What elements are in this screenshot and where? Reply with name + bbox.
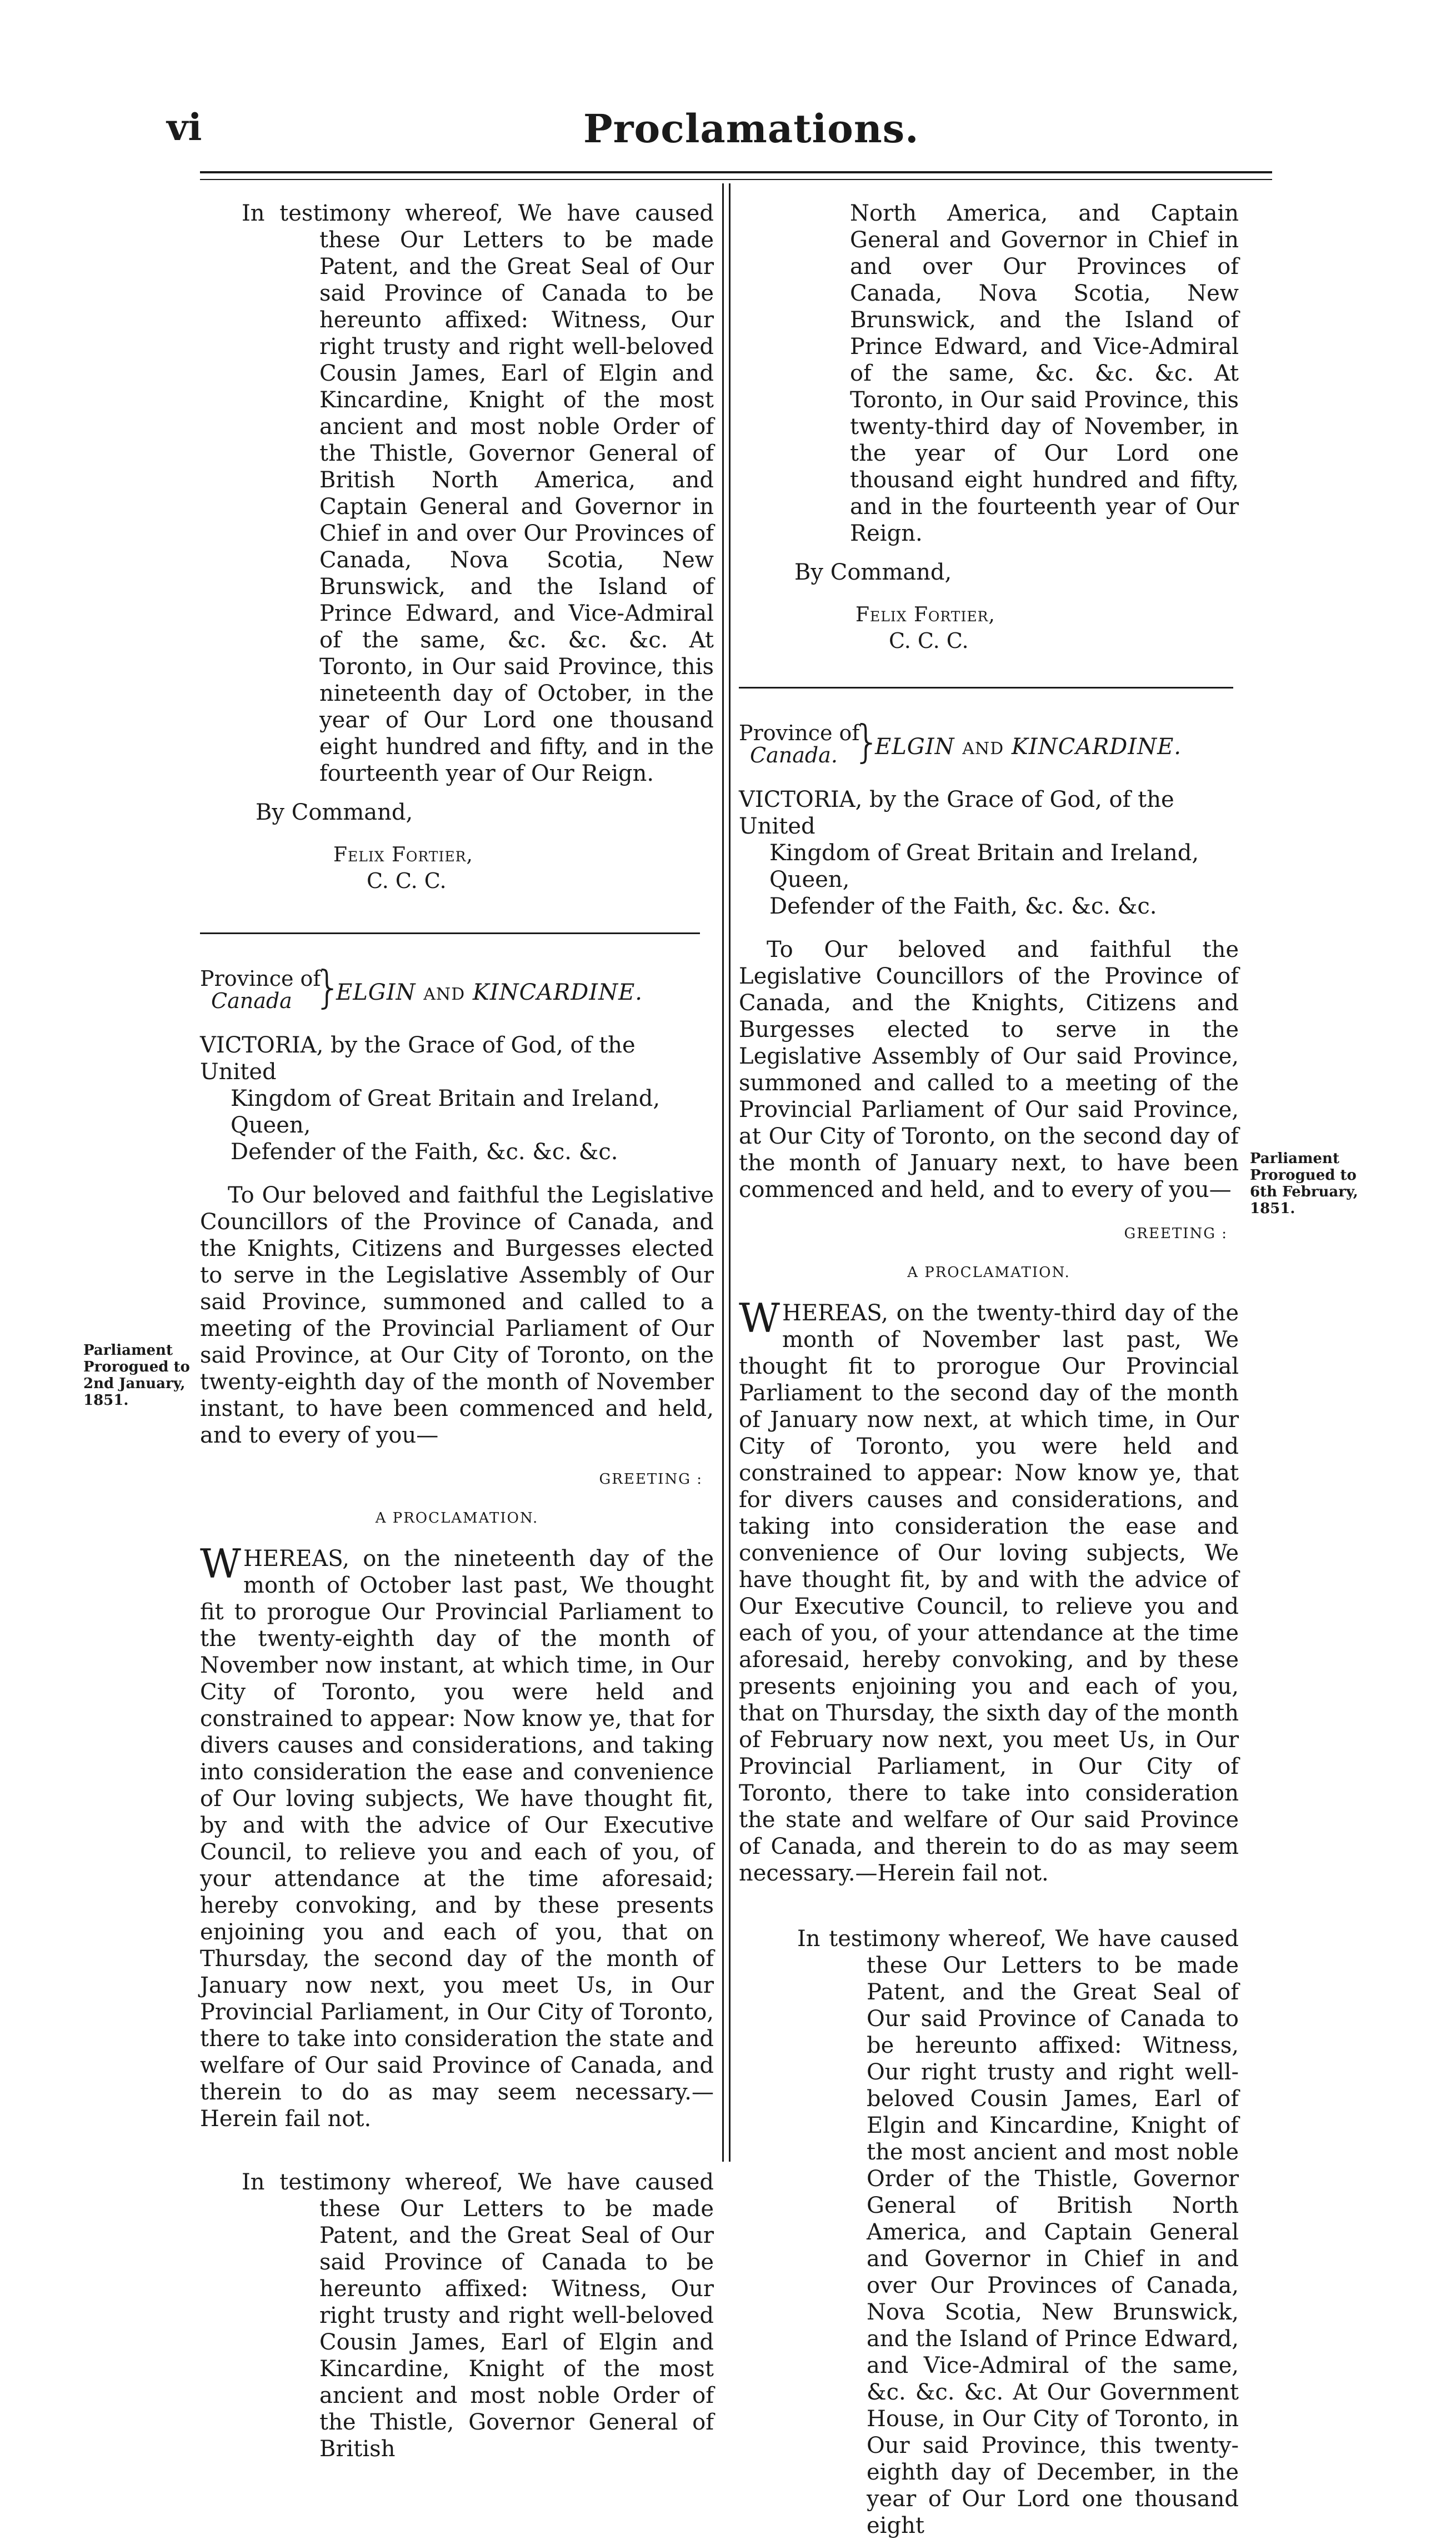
proclamation-body-text: HEREAS, on the nineteenth day of the month of October last past, We thought fit to prorogue Our Provincial Parliament to the twenty-eighth day of the month of November now instant, at which time, in Our City of Toronto, you were held and constrained to appear: Now know ye, that for divers causes and considerations, and taking into consideration the ease and convenience of Our loving subjects, We have thought fit, by and with the advice of Our Executive Council, to relieve you and each of you, of your attendance at the time aforesaid; hereby convoking, and by these presents enjoining you and each of you, that on Thursday, the second day of the month of January now next, you meet Us, in Our Provincial Parliament, in Our City of Toronto, there to take into consideration the state and welfare of Our said Province of Canada, and therein to do as may seem necessary.—Herein fail not. bbox=[200, 1546, 714, 2132]
margin-note-line: 6th February, bbox=[1250, 1184, 1358, 1200]
column-divider bbox=[722, 183, 724, 2162]
royal-style bbox=[739, 786, 1239, 920]
governor-title-1: ELGIN bbox=[875, 734, 955, 760]
margin-note-line: Prorogued to bbox=[83, 1359, 190, 1375]
province-label-text: Province of bbox=[739, 721, 860, 745]
province-label-text: Province of bbox=[200, 966, 321, 991]
governor-title bbox=[336, 980, 643, 1005]
brace-icon: } bbox=[314, 961, 342, 1013]
margin-note-line: Parliament bbox=[1250, 1150, 1339, 1167]
testimony-block bbox=[200, 200, 714, 787]
governor-title-2: KINCARDINE. bbox=[1011, 734, 1182, 760]
address-text: To Our beloved and faithful the Legislative Councillors of the Province of Canada, and the Knights, Citizens and Burgesses elected to serve in the Legislative Assembly of Our said Province, summoned and called to a meeting of the Provincial Parliament of Our said Province, at Our City of Toronto, on the second day of the month of January next, to have been commenced and held, and to every of you— bbox=[739, 937, 1239, 1203]
drop-cap: W bbox=[739, 1295, 780, 1341]
royal-style-line-1: VICTORIA, by the Grace of God, of the United bbox=[739, 787, 1174, 839]
governor-and: AND bbox=[423, 985, 466, 1004]
province-heading bbox=[200, 961, 714, 1029]
margin-note-right bbox=[1250, 1150, 1358, 1217]
testimony-block bbox=[739, 1926, 1239, 2539]
proclamation-heading: A PROCLAMATION. bbox=[907, 1264, 1070, 1281]
governor-title-2: KINCARDINE. bbox=[472, 980, 643, 1005]
signer-name: Felix Fortier, bbox=[333, 844, 473, 866]
royal-style-line-3: Defender of the Faith, &c. &c. &c. bbox=[769, 894, 1157, 919]
page-number: vi bbox=[167, 106, 202, 149]
margin-note-line: Parliament bbox=[83, 1342, 173, 1359]
greeting: GREETING : bbox=[599, 1471, 703, 1488]
header-rule-thin bbox=[200, 179, 1272, 180]
proclamation-heading: A PROCLAMATION. bbox=[375, 1510, 539, 1527]
by-command: By Command, bbox=[256, 800, 413, 825]
signer-name: Felix Fortier, bbox=[855, 603, 995, 626]
page-title: Proclamations. bbox=[583, 106, 919, 152]
signer-title: C. C. C. bbox=[889, 628, 969, 653]
left-column bbox=[200, 200, 714, 2462]
margin-note-line: 1851. bbox=[1250, 1200, 1295, 1217]
governor-title-1: ELGIN bbox=[336, 980, 416, 1005]
proclamation-body bbox=[200, 1540, 714, 2132]
margin-note-line: 2nd January, bbox=[83, 1375, 186, 1392]
testimony-text-2: In testimony whereof, We have caused these Our Letters to be made Patent, and the Great Seal of Our said Province of Canada to be hereunto affixed: Witness, Our right trusty and right well-beloved Cousin James, Earl of Elgin and Kincardine, Knight of the most ancient and most noble Order of the Thistle, Governor General of British bbox=[242, 2169, 714, 2462]
governor-and: AND bbox=[962, 739, 1004, 759]
drop-cap: W bbox=[200, 1540, 242, 1587]
province-name: Canada bbox=[211, 989, 292, 1013]
proclamation-body-text: HEREAS, on the twenty-third day of the month of November last past, We thought fit to prorogue Our Provincial Parliament to the second day of the month of January now next, at which time, in Our City of Toronto, you were held and constrained to appear: Now know ye, that for divers causes and considerations, and taking into consideration the ease and convenience of Our loving subjects, We have thought fit, by and with the advice of Our Executive Council, to relieve you and each of you, of your attendance at the time aforesaid, hereby convoking, and by these presents enjoining you and each of you, that on Thursday, the sixth day of the month of February now next, you meet Us, in Our Provincial Parliament, in Our City of Toronto, there to take into consideration the state and welfare of Our said Province of Canada, and therein to do as may seem necessary.—Herein fail not. bbox=[739, 1300, 1239, 1886]
running-head bbox=[0, 106, 1456, 172]
testimony-continued bbox=[739, 200, 1239, 547]
greeting: GREETING : bbox=[1124, 1225, 1228, 1242]
brace-icon: } bbox=[853, 716, 881, 767]
testimony-block-2 bbox=[200, 2169, 714, 2462]
province-heading bbox=[739, 716, 1239, 783]
header-rule bbox=[200, 171, 1272, 173]
province-name: Canada. bbox=[750, 743, 838, 767]
by-command: By Command, bbox=[794, 560, 952, 585]
province-label bbox=[200, 967, 321, 1012]
testimony-text: In testimony whereof, We have caused these Our Letters to be made Patent, and the Great Seal of Our said Province of Canada to be hereunto affixed: Witness, Our right trusty and right well-beloved Cousin James, Earl of Elgin and Kincardine, Knight of the most ancient and most noble Order of the Thistle, Governor General of British North America, and Captain General and Governor in Chief in and over Our Provinces of Canada, Nova Scotia, New Brunswick, and the Island of Prince Edward, and Vice-Admiral of the same, &c. &c. &c. At Toronto, in Our said Province, this nineteenth day of October, in the year of Our Lord one thousand eight hundred and fifty, and in the fourteenth year of Our Reign. bbox=[242, 201, 714, 786]
column-divider-second bbox=[729, 183, 730, 2162]
royal-style bbox=[200, 1032, 714, 1165]
testimony-continued-text: North America, and Captain General and Governor in Chief in and over Our Provinces of Canada, Nova Scotia, New Brunswick, and the Island of Prince Edward, and Vice-Admiral of the same, &c. &c. &c. At Toronto, in Our said Province, this twenty-third day of November, in the year of Our Lord one thousand eight hundred and fifty, and in the fourteenth year of Our Reign. bbox=[850, 201, 1239, 546]
margin-note-left bbox=[83, 1342, 190, 1409]
address-text: To Our beloved and faithful the Legislative Councillors of the Province of Canada, and the Knights, Citizens and Burgesses elected to serve in the Legislative Assembly of Our said Province, summoned and called to a meeting of the Provincial Parliament of Our said Province, at Our City of Toronto, on the twenty-eighth day of the month of November instant, to have been commenced and held, and to every of you— bbox=[200, 1183, 714, 1448]
testimony-text: In testimony whereof, We have caused these Our Letters to be made Patent, and the Great Seal of Our said Province of Canada to be hereunto affixed: Witness, Our right trusty and right well-beloved Cousin James, Earl of Elgin and Kincardine, Knight of the most ancient and most noble Order of the Thistle, Governor General of British North America, and Captain General and Governor in Chief in and over Our Provinces of Canada, Nova Scotia, New Brunswick, and the Island of Prince Edward, and Vice-Admiral of the same, &c. &c. &c. At Our Government House, in Our City of Toronto, in Our said Province, this twenty-eighth day of December, in the year of Our Lord one thousand eight bbox=[797, 1926, 1239, 2538]
margin-note-line: Prorogued to bbox=[1250, 1167, 1357, 1184]
signer-title: C. C. C. bbox=[367, 869, 447, 893]
royal-style-line-2: Kingdom of Great Britain and Ireland, Queen, bbox=[231, 1086, 661, 1138]
royal-style-line-2: Kingdom of Great Britain and Ireland, Queen, bbox=[769, 840, 1199, 892]
proclamation-body bbox=[739, 1295, 1239, 1887]
royal-style-line-1: VICTORIA, by the Grace of God, of the United bbox=[200, 1032, 636, 1085]
governor-title bbox=[875, 734, 1182, 760]
province-label bbox=[739, 722, 860, 766]
margin-note-line: 1851. bbox=[83, 1392, 129, 1409]
right-column bbox=[739, 200, 1239, 2539]
royal-style-line-3: Defender of the Faith, &c. &c. &c. bbox=[231, 1139, 618, 1165]
